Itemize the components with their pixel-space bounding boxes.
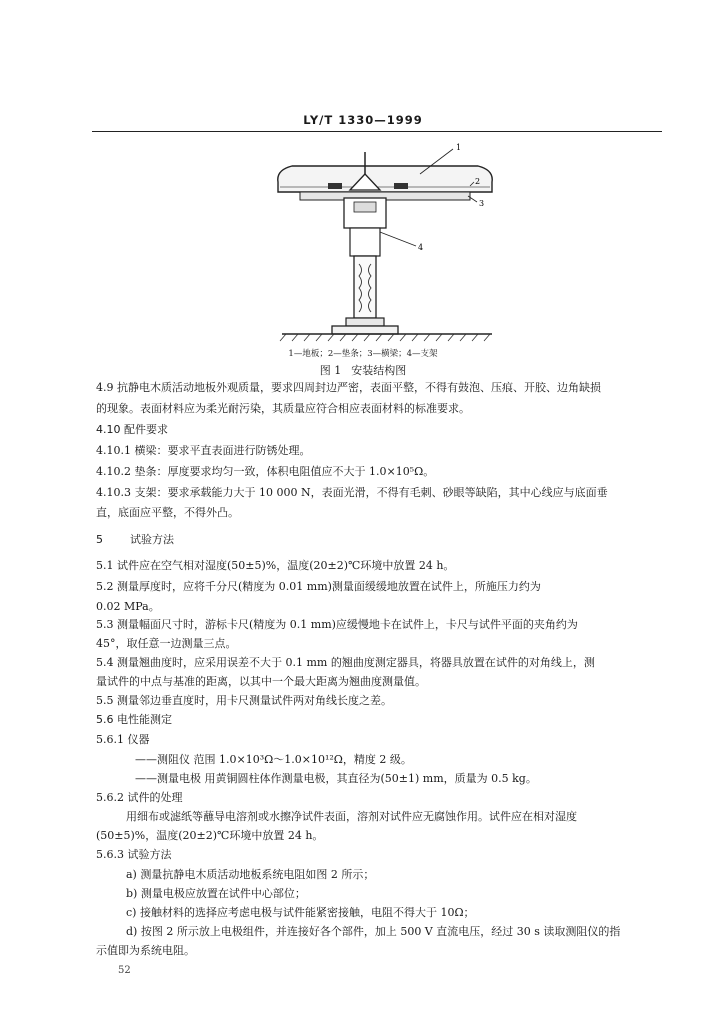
clause-5-2-line-1: 5.2 测量厚度时，应将千分尺(精度为 0.01 mm)测量面缓缓地放置在试件上，所施压力约为: [96, 580, 541, 593]
clause-5-4-line-2: 量试件的中点与基准的距离，以其中一个最大距离为翘曲度测量值。: [96, 675, 426, 688]
clause-4-10-3-line-2: 直，底面应平整，不得外凸。: [96, 506, 239, 519]
leader-4: [380, 232, 416, 246]
figure-caption-label: 图 1: [319, 364, 342, 377]
figure-legend: 1—地板；2—垫条；3—横梁；4—支架: [288, 349, 438, 359]
support-column: [354, 256, 376, 318]
clause-5-4-line-1: 5.4 测量翘曲度时，应采用误差不大于 0.1 mm 的翘曲度测定器具，将器具放置在试件的对角线上，测: [96, 656, 595, 669]
instrument-electrode: ——测量电极 用黄铜圆柱体作测量电极，其直径为(50±1) mm，质量为 0.5 kg。: [135, 772, 537, 785]
page-number: 52: [118, 965, 131, 976]
clause-4-10-2: 4.10.2 垫条：厚度要求均匀一致，体积电阻值应不大于 1.0×10⁵Ω。: [96, 465, 435, 478]
floor-panel: [278, 166, 492, 192]
clause-5-1: 5.1 试件应在空气相对湿度(50±5)%，温度(20±2)℃环境中放置 24 h。: [96, 559, 455, 572]
callout-2: 2: [475, 177, 481, 186]
heading-5-6-2: 5.6.2 试件的处理: [96, 791, 183, 804]
clause-5-6-2-line-2: (50±5)%，温度(20±2)℃环境中放置 24 h。: [96, 829, 324, 842]
clause-5-6-2-line-1: 用细布或滤纸等蘸导电溶剂或水擦净试件表面，溶剂对试件应无腐蚀作用。试件应在相对湿度: [126, 810, 577, 823]
heading-5-6-1: 5.6.1 仪器: [96, 733, 150, 746]
support-neck: [350, 228, 380, 256]
support-head-inner: [354, 202, 376, 212]
test-step-a: a) 测量抗静电木质活动地板系统电阻如图 2 所示；: [126, 868, 375, 881]
section-5-number: 5: [96, 533, 103, 546]
heading-5-6-3: 5.6.3 试验方法: [96, 848, 172, 861]
heading-5-6: 5.6 电性能测定: [96, 713, 172, 726]
heading-4-10: 4.10 配件要求: [96, 423, 168, 436]
test-step-c: c) 接触材料的选择应考虑电极与试件能紧密接触，电阻不得大于 10Ω；: [126, 906, 475, 919]
section-5-heading: [96, 533, 661, 547]
clause-4-9-line-1: 4.9 抗静电木质活动地板外观质量，要求四周封边严密，表面平整，不得有鼓泡、压痕、开胶、边角缺损: [96, 381, 601, 394]
instrument-resistance-meter: ——测阻仪 范围 1.0×10³Ω～1.0×10¹²Ω，精度 2 级。: [135, 753, 412, 766]
clause-5-3-line-2: 45°，取任意一边测量三点。: [96, 637, 237, 650]
clause-5-3-line-1: 5.3 测量幅面尺寸时，游标卡尺(精度为 0.1 mm)应缓慢地卡在试件上，卡尺与试件平面的夹角约为: [96, 618, 578, 631]
test-step-b: b) 测量电极应放置在试件中心部位；: [126, 887, 306, 900]
standard-header: LY/T 1330—1999: [303, 113, 423, 127]
clause-4-9-line-2: 的现象。表面材料应为柔光耐污染，其质量应符合相应表面材料的标准要求。: [96, 402, 470, 415]
pad-strip-right: [394, 183, 408, 189]
support-base: [332, 326, 398, 334]
header-rule: [92, 131, 662, 132]
test-step-d-line-1: d) 按图 2 所示放上电极组件，并连接好各个部件，加上 500 V 直流电压，经过 30 s 读取测阻仪的指: [126, 925, 621, 938]
figure-caption: [0, 362, 726, 378]
pad-strip-left: [328, 183, 342, 189]
clause-5-5: 5.5 测量邻边垂直度时，用卡尺测量试件两对角线长度之差。: [96, 694, 392, 707]
section-5-title: 试验方法: [130, 533, 174, 546]
ground-hatch: [280, 334, 490, 341]
clause-5-2-line-2: 0.02 MPa。: [96, 600, 160, 613]
callout-4: 4: [418, 243, 424, 252]
installation-structure-figure: [270, 140, 500, 350]
clause-4-10-3-line-1: 4.10.3 支架：要求承载能力大于 10 000 N，表面光滑，不得有毛刺、砂眼等缺陷，其中心线应与底面垂: [96, 486, 608, 499]
support-base-upper: [346, 318, 384, 326]
test-step-d-line-2: 示值即为系统电阻。: [96, 944, 195, 957]
figure-caption-title: 安装结构图: [351, 364, 407, 377]
callout-3: 3: [479, 199, 485, 208]
callout-1: 1: [456, 143, 462, 152]
clause-4-10-1: 4.10.1 横梁：要求平直表面进行防锈处理。: [96, 444, 311, 457]
